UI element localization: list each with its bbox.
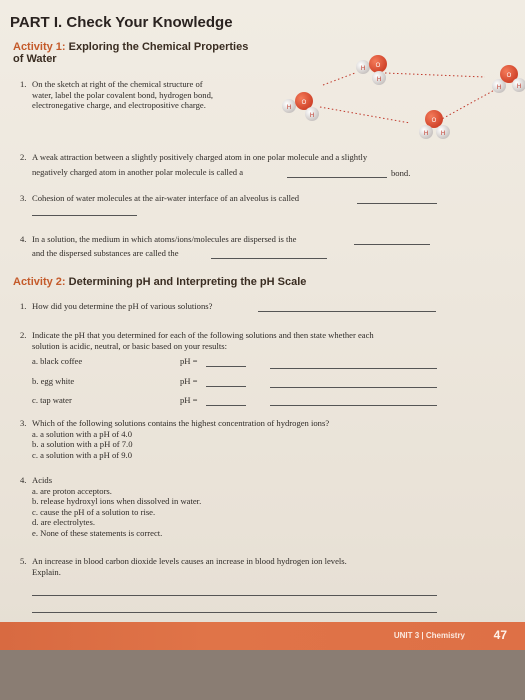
cohesion-blank-1[interactable] (357, 203, 437, 204)
water-molecule-bottom (419, 110, 450, 139)
water-molecule-left (282, 92, 319, 121)
a2-q4-option[interactable]: c. cause the pH of a solution to rise. (32, 506, 156, 517)
a1-question-1 (20, 79, 213, 111)
a2-q2-line1: Indicate the pH that you determined for each of the following solutions and then state whether each (32, 330, 374, 340)
a1-q2-line2-text: negatively charged atom in another polar molecule is called a (32, 167, 244, 177)
a1-q4-number: 4. (20, 234, 27, 244)
a2-q3-number: 3. (20, 418, 27, 428)
a1-question-2 (20, 152, 367, 163)
ph-value-blank-a[interactable] (206, 366, 246, 367)
a1-q4-line1: In a solution, the medium in which atoms/ions/molecules are dispersed is the (32, 234, 297, 244)
activity2-title (13, 276, 306, 288)
a2-question-2 (20, 330, 374, 351)
a2-q3-option[interactable]: b. a solution with a pH of 7.0 (32, 439, 133, 449)
ph-method-blank[interactable] (258, 311, 436, 312)
water-molecule-top (356, 55, 387, 85)
h-label: H (516, 84, 522, 90)
a2-q3-text: Which of the following solutions contains the highest concentration of hydrogen ions? (32, 418, 330, 428)
activity2-title-text: Determining pH and Interpreting the pH Scale (65, 276, 307, 288)
o-label: O (301, 100, 307, 106)
a1-q4-line2: and the dispersed substances are called the (32, 248, 179, 258)
h-label: H (360, 66, 366, 72)
ph-type-blank-b[interactable] (270, 387, 437, 388)
a1-q3-line1: Cohesion of water molecules at the air-water interface of an alveolus is called (32, 193, 300, 203)
h-label: H (423, 131, 429, 137)
a1-question-3 (20, 193, 299, 204)
a2-question-1 (20, 301, 212, 312)
solute-blank[interactable] (211, 258, 327, 259)
activity1-title-text: Exploring the Chemical Properties (65, 41, 249, 53)
a2-q5-number: 5. (20, 556, 27, 566)
a2-q2-number: 2. (20, 330, 27, 340)
a1-q1-number: 1. (20, 79, 27, 89)
water-molecules-sketch (275, 55, 525, 145)
a2-question-5 (20, 556, 347, 577)
a2-q1-text: How did you determine the pH of various solutions? (32, 301, 213, 311)
water-molecule-right (492, 65, 525, 93)
activity1-label: Activity 1: (13, 41, 66, 53)
page-number: 47 (493, 628, 507, 642)
solution-ph-a: pH = (180, 356, 198, 366)
a1-q1-line1: On the sketch at right of the chemical structure of (32, 79, 203, 89)
a1-q2-bond-word: bond. (391, 168, 411, 178)
h-label: H (440, 131, 446, 137)
a2-question-3 (20, 418, 329, 460)
solution-ph-b: pH = (180, 376, 198, 386)
footer-subject: Chemistry (425, 631, 465, 640)
ph-type-blank-c[interactable] (270, 405, 437, 406)
a1-question-4 (20, 234, 296, 245)
a2-q3-option[interactable]: c. a solution with a pH of 9.0 (32, 449, 133, 460)
explain-line-1[interactable] (32, 595, 437, 596)
solvent-blank[interactable] (354, 244, 430, 245)
o-label: O (431, 118, 437, 124)
a1-q1-line2: water, label the polar covalent bond, hydrogen bond, (32, 89, 214, 100)
a1-q3-number: 3. (20, 193, 27, 203)
explain-line-2[interactable] (32, 612, 437, 613)
a2-q5-line1: An increase in blood carbon dioxide levels causes an increase in blood hydrogen ion levels. (32, 556, 347, 566)
footer-unit-label: UNIT 3 | Chemistry (393, 631, 465, 640)
table-surface (0, 650, 525, 700)
a1-q2-line2 (32, 167, 243, 178)
a2-q4-option[interactable]: d. are electrolytes. (32, 517, 95, 527)
hydrogen-bond-blank[interactable] (287, 177, 387, 178)
activity2-label: Activity 2: (13, 276, 66, 288)
a1-q2-line1: A weak attraction between a slightly positively charged atom in one polar molecule and a slightly (32, 152, 368, 162)
a2-q4-option[interactable]: a. are proton acceptors. (32, 485, 112, 496)
a2-q5-line2: Explain. (32, 566, 61, 577)
solution-ph-c: pH = (180, 395, 198, 405)
activity1-title-line2: of Water (13, 53, 57, 65)
solution-label-a: a. black coffee (32, 356, 83, 366)
footer-unit: UNIT 3 (393, 631, 420, 640)
a1-q1-line3: electronegative charge, and electropositive charge. (32, 100, 206, 110)
solution-label-b: b. egg white (32, 376, 75, 386)
cohesion-blank-2[interactable] (32, 215, 137, 216)
a2-q4-text: Acids (32, 475, 53, 485)
hydrogen-bond-dots (320, 73, 500, 123)
a2-q4-option[interactable]: e. None of these statements is correct. (32, 527, 163, 538)
a2-q3-option[interactable]: a. a solution with a pH of 4.0 (32, 428, 133, 439)
a2-q4-number: 4. (20, 475, 27, 485)
a2-q2-line2: solution is acidic, neutral, or basic based on your results: (32, 340, 227, 351)
part-title: PART I. Check Your Knowledge (10, 14, 233, 31)
h-label: H (309, 113, 315, 119)
a1-q2-number: 2. (20, 152, 27, 162)
ph-value-blank-b[interactable] (206, 386, 246, 387)
o-label: O (506, 73, 512, 79)
o-label: O (375, 63, 381, 69)
a2-q1-number: 1. (20, 301, 27, 311)
ph-value-blank-c[interactable] (206, 405, 246, 406)
h-label: H (376, 77, 382, 83)
h-label: H (496, 85, 502, 91)
h-label: H (286, 105, 292, 111)
a2-question-4 (20, 475, 201, 538)
ph-type-blank-a[interactable] (270, 368, 437, 369)
solution-label-c: c. tap water (32, 395, 72, 405)
a2-q4-option[interactable]: b. release hydroxyl ions when dissolved in water. (32, 496, 202, 506)
activity1-title (13, 41, 248, 53)
